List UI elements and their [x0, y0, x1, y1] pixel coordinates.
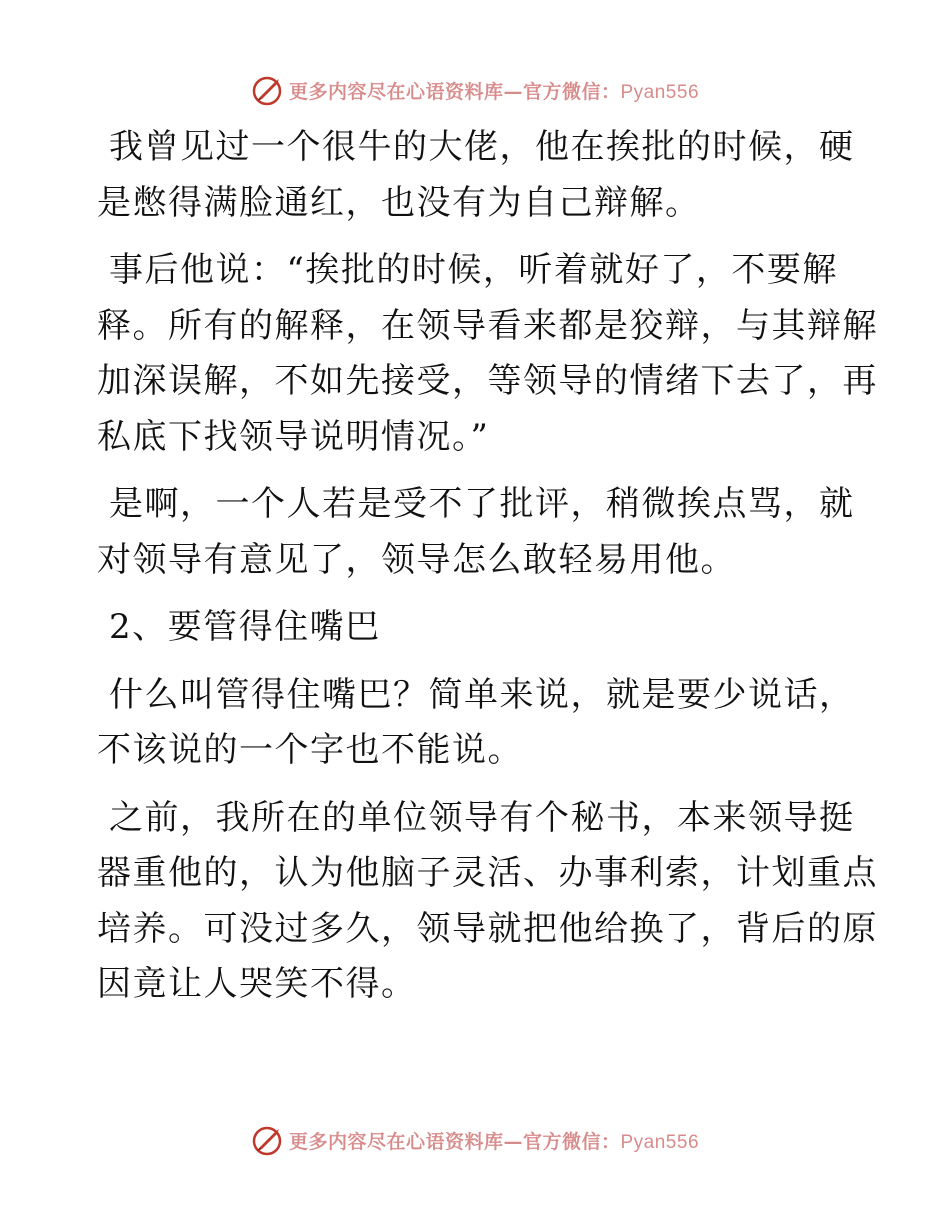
paragraph — [97, 477, 857, 588]
pen-logo-icon — [251, 73, 285, 107]
paragraph — [97, 243, 878, 465]
footer-watermark-banner — [0, 1120, 950, 1160]
paragraph-line: 对领导有意见了，领导怎么敢轻易用他。 — [97, 539, 736, 580]
paragraph-line: 器重他的，认为他脑子灵活、办事利索，计划重点 — [97, 853, 878, 893]
paragraph-line: 加深误解，不如先接受，等领导的情绪下去了，再 — [97, 361, 878, 401]
paragraph-line: 释。所有的解释，在领导看来都是狡辩，与其辩解 — [97, 305, 878, 346]
article-body — [97, 120, 878, 1025]
paragraph-line: 2、要管得住嘴巴 — [109, 607, 381, 647]
paragraph-line: 之前，我所在的单位领导有个秘书，本来领导挺 — [109, 797, 855, 838]
paragraph-line: 因竟让人哭笑不得。 — [97, 964, 417, 1004]
paragraph-line: 私底下找领导说明情况。” — [97, 416, 490, 457]
paragraph-line: 培养。可没过多久，领导就把他给换了，背后的原 — [97, 908, 878, 949]
paragraph-line: 是憋得满脸通红，也没有为自己辩解。 — [97, 182, 701, 223]
paragraph — [97, 791, 878, 1013]
footer-watermark-text: 更多内容尽在心语资料库—官方微信：Pyan556 — [288, 1130, 700, 1153]
paragraph — [97, 600, 857, 656]
header-watermark-text: 更多内容尽在心语资料库—官方微信：Pyan556 — [288, 80, 700, 103]
paragraph-line: 是啊，一个人若是受不了批评，稍微挨点骂，就 — [109, 484, 855, 524]
paragraph-line: 什么叫管得住嘴巴？简单来说，就是要少说话， — [109, 674, 855, 715]
paragraph-line: 事后他说：“挨批的时候，听着就好了，不要解 — [109, 250, 838, 290]
paragraph-line: 我曾见过一个很牛的大佬，他在挨批的时候，硬 — [109, 127, 855, 167]
paragraph — [97, 120, 857, 231]
paragraph — [97, 668, 857, 779]
pen-logo-icon — [251, 1123, 285, 1157]
header-watermark-banner — [0, 70, 950, 110]
paragraph-line: 不该说的一个字也不能说。 — [97, 730, 523, 770]
